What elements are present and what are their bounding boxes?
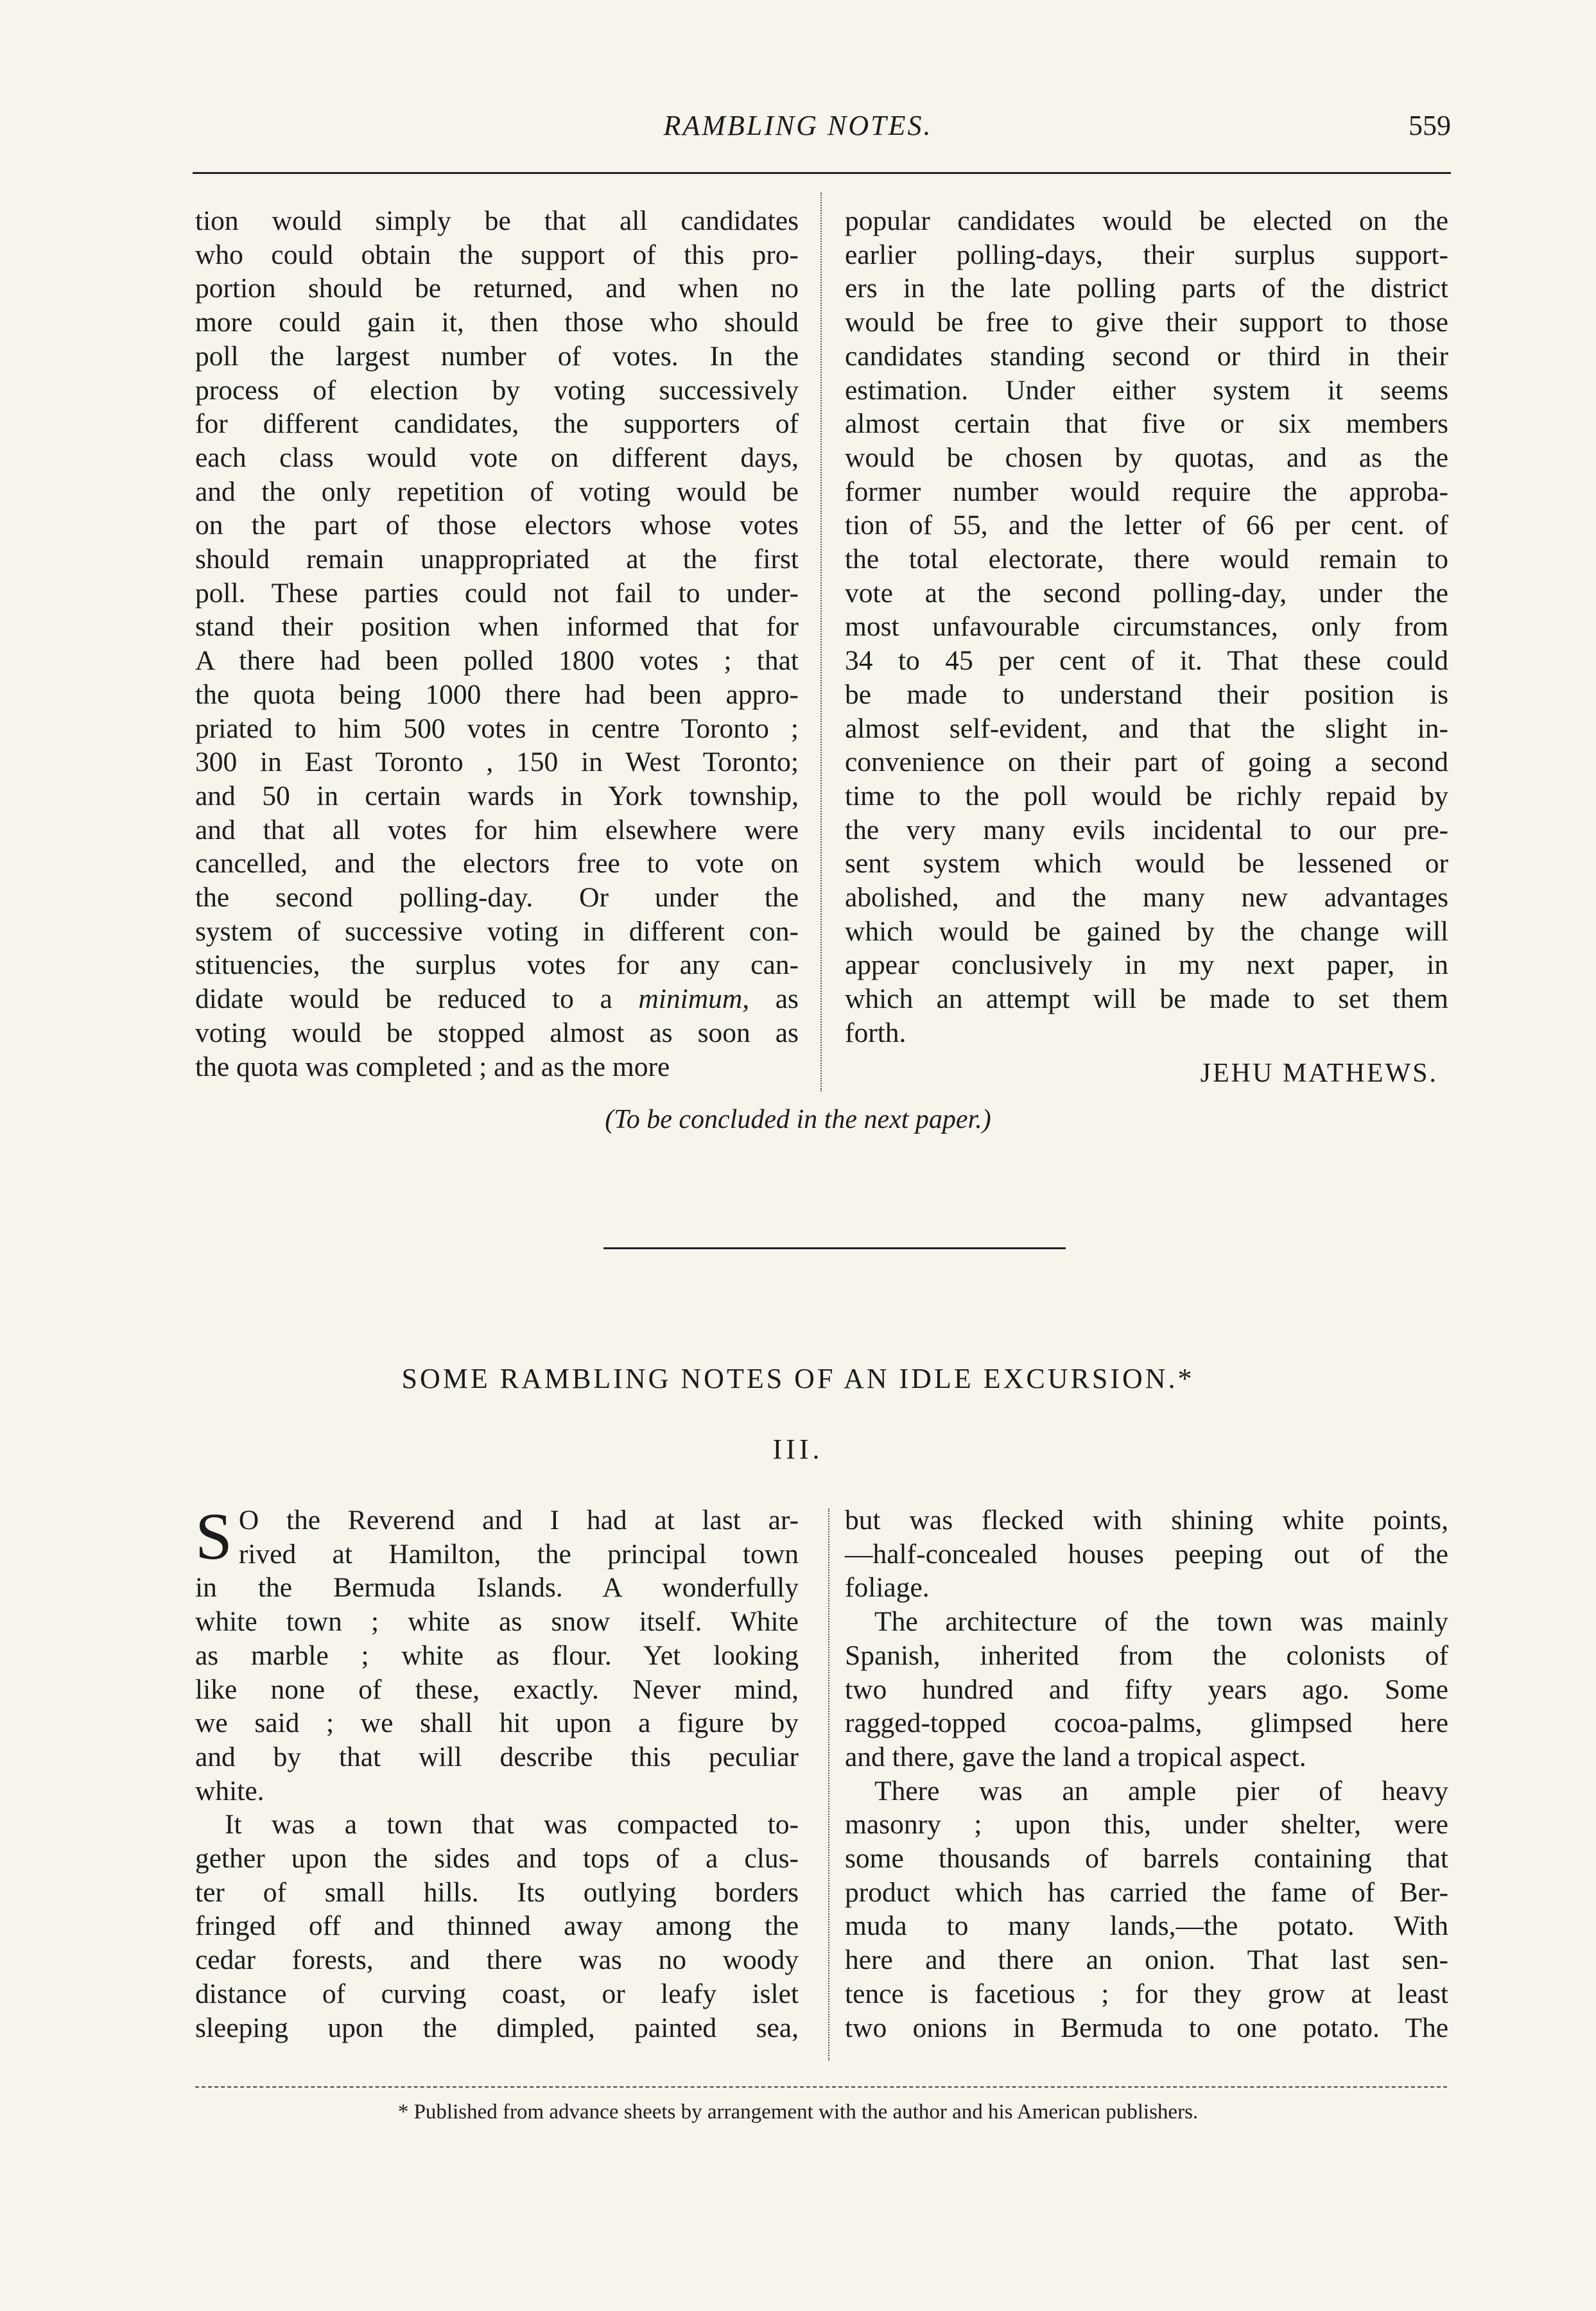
text-line: would be free to give their support to those xyxy=(845,307,1448,338)
text-line: vote at the second polling-day, under the xyxy=(845,577,1448,609)
text-line: ragged-topped cocoa-palms, glimpsed here xyxy=(845,1708,1448,1739)
text-line: the second polling-day. Or under the xyxy=(195,882,799,913)
text-line: masonry ; upon this, under shelter, were xyxy=(845,1809,1448,1840)
text-line: Spanish, inherited from the colonists of xyxy=(845,1640,1448,1671)
text-line: and there, gave the land a tropical aspect. xyxy=(845,1741,1306,1772)
article-title: SOME RAMBLING NOTES OF AN IDLE EXCURSION.* xyxy=(401,1363,1195,1394)
text-line: on the part of those electors whose votes xyxy=(195,510,799,541)
text-line: rived at Hamilton, the principal town xyxy=(238,1538,799,1570)
text-line: would be chosen by quotas, and as the xyxy=(845,442,1448,473)
text-line: almost self-evident, and that the slight in- xyxy=(845,713,1448,744)
text-line: The architecture of the town was mainly xyxy=(874,1606,1448,1638)
text-line: cedar forests, and there was no woody xyxy=(195,1944,799,1976)
text-line: the total electorate, there would remain to xyxy=(845,544,1448,575)
text-line: white. xyxy=(195,1775,265,1806)
text-line: poll the largest number of votes. In the xyxy=(195,340,799,372)
text-line: O the Reverend and I had at last ar- xyxy=(238,1505,799,1536)
author-signature: JEHU MATHEWS. xyxy=(1200,1059,1438,1088)
text-line: abolished, and the many new advantages xyxy=(845,882,1448,913)
text-line: some thousands of barrels containing that xyxy=(845,1843,1448,1874)
text-line: we said ; we shall hit upon a figure by xyxy=(195,1708,799,1739)
text-line: the very many evils incidental to our pre- xyxy=(845,814,1448,845)
text-line: like none of these, exactly. Never mind, xyxy=(195,1674,799,1705)
text-line: forth. xyxy=(845,1017,906,1048)
text-line: process of election by voting successively xyxy=(195,374,799,406)
text-line: almost certain that five or six members xyxy=(845,408,1448,440)
text-line: foliage. xyxy=(845,1572,930,1604)
text-line: —half-concealed houses peeping out of the xyxy=(845,1538,1448,1570)
paragraph xyxy=(195,204,799,1084)
text-line: be made to understand their position is xyxy=(845,679,1448,710)
text-line: tion would simply be that all candidates xyxy=(195,205,799,236)
text-line: ter of small hills. Its outlying borders xyxy=(195,1876,799,1908)
text-line: A there had been polled 1800 votes ; that xyxy=(195,645,799,677)
text-line: here and there an onion. That last sen- xyxy=(845,1944,1448,1976)
footnote: * Published from advance sheets by arrangement with the author and his American publishers. xyxy=(397,2100,1199,2124)
text-line: two hundred and fifty years ago. Some xyxy=(845,1674,1448,1705)
paragraph xyxy=(845,1774,1448,2045)
text-line: two onions in Bermuda to one potato. The xyxy=(845,2012,1448,2043)
text-line: for different candidates, the supporters of xyxy=(195,408,799,440)
paragraph xyxy=(195,1808,799,2045)
text-line: as marble ; white as flour. Yet looking xyxy=(195,1640,799,1671)
text-line: product which has carried the fame of Ber- xyxy=(845,1876,1448,1908)
text-fragment: as xyxy=(749,983,799,1015)
text-line: priated to him 500 votes in centre Toronto ; xyxy=(195,713,799,744)
column-divider xyxy=(820,193,822,1091)
text-line: more could gain it, then those who should xyxy=(195,307,799,338)
text-line: sent system which would be lessened or xyxy=(845,848,1448,879)
text-line-with-italic xyxy=(195,982,799,1016)
footnote-rule xyxy=(195,2086,1447,2088)
text-line: tence is facetious ; for they grow at least xyxy=(845,1978,1448,2009)
text-line: and 50 in certain wards in York township, xyxy=(195,780,799,811)
part-number: III. xyxy=(772,1433,824,1465)
text-line: There was an ample pier of heavy xyxy=(874,1775,1448,1806)
text-line: appear conclusively in my next paper, in xyxy=(845,949,1448,981)
text-line: which an attempt will be made to set them xyxy=(845,983,1448,1015)
article-one-column-right xyxy=(845,204,1448,1050)
header-rule xyxy=(193,172,1451,174)
text-line: and the only repetition of voting would be xyxy=(195,476,799,507)
page-number: 559 xyxy=(1409,110,1451,141)
text-line: sleeping upon the dimpled, painted sea, xyxy=(195,2012,799,2043)
text-line: which would be gained by the change will xyxy=(845,915,1448,947)
column-divider xyxy=(828,1509,829,2061)
text-line: earlier polling-days, their surplus support- xyxy=(845,239,1448,270)
text-line: should remain unappropriated at the first xyxy=(195,544,799,575)
text-line: voting would be stopped almost as soon as xyxy=(195,1017,799,1048)
text-line: ers in the late polling parts of the district xyxy=(845,273,1448,304)
text-line: candidates standing second or third in their xyxy=(845,340,1448,372)
text-line: cancelled, and the electors free to vote on xyxy=(195,848,799,879)
text-line: each class would vote on different days, xyxy=(195,442,799,473)
paragraph xyxy=(845,1503,1448,1605)
paragraph xyxy=(195,1500,799,1808)
text-line: in the Bermuda Islands. A wonderfully xyxy=(195,1572,799,1604)
italic-word: minimum, xyxy=(638,983,750,1015)
paragraph xyxy=(845,1605,1448,1774)
text-line: white town ; white as snow itself. White xyxy=(195,1606,799,1638)
text-line: 34 to 45 per cent of it. That these could xyxy=(845,645,1448,677)
text-line: distance of curving coast, or leafy islet xyxy=(195,1978,799,2009)
text-line: the quota was completed ; and as the more xyxy=(195,1051,670,1082)
text-line: stand their position when informed that for xyxy=(195,611,799,643)
text-line: and that all votes for him elsewhere were xyxy=(195,814,799,845)
running-head: RAMBLING NOTES. xyxy=(663,110,933,141)
text-line: gether upon the sides and tops of a clus- xyxy=(195,1843,799,1874)
drop-cap: S xyxy=(195,1500,232,1573)
text-line: and by that will describe this peculiar xyxy=(195,1741,799,1772)
text-line: 300 in East Toronto , 150 in West Toronto; xyxy=(195,747,799,778)
text-line: but was flecked with shining white points, xyxy=(845,1505,1448,1536)
text-line: muda to many lands,—the potato. With xyxy=(845,1910,1448,1942)
text-line: estimation. Under either system it seems xyxy=(845,374,1448,406)
text-line: most unfavourable circumstances, only from xyxy=(845,611,1448,643)
text-line: system of successive voting in different con- xyxy=(195,915,799,947)
text-line: It was a town that was compacted to- xyxy=(225,1809,799,1840)
text-line: fringed off and thinned away among the xyxy=(195,1910,799,1942)
text-line: who could obtain the support of this pro- xyxy=(195,239,799,270)
text-line: portion should be returned, and when no xyxy=(195,273,799,304)
text-line: stituencies, the surplus votes for any can- xyxy=(195,949,799,981)
text-line: popular candidates would be elected on the xyxy=(845,205,1448,236)
article-one-column-left xyxy=(195,204,799,1084)
text-line: former number would require the approba- xyxy=(845,476,1448,507)
text-fragment: didate would be reduced to a xyxy=(195,983,612,1015)
text-line: poll. These parties could not fail to under- xyxy=(195,577,799,609)
continuation-note: (To be concluded in the next paper.) xyxy=(605,1105,991,1134)
text-line: convenience on their part of going a second xyxy=(845,747,1448,778)
section-divider xyxy=(603,1247,1066,1249)
text-line: the quota being 1000 there had been appro- xyxy=(195,679,799,710)
text-line: time to the poll would be richly repaid by xyxy=(845,780,1448,811)
paragraph xyxy=(845,204,1448,1050)
text-line: tion of 55, and the letter of 66 per cent. of xyxy=(845,510,1448,541)
article-two-column-right xyxy=(845,1503,1448,2045)
article-two-column-left xyxy=(195,1500,799,2045)
